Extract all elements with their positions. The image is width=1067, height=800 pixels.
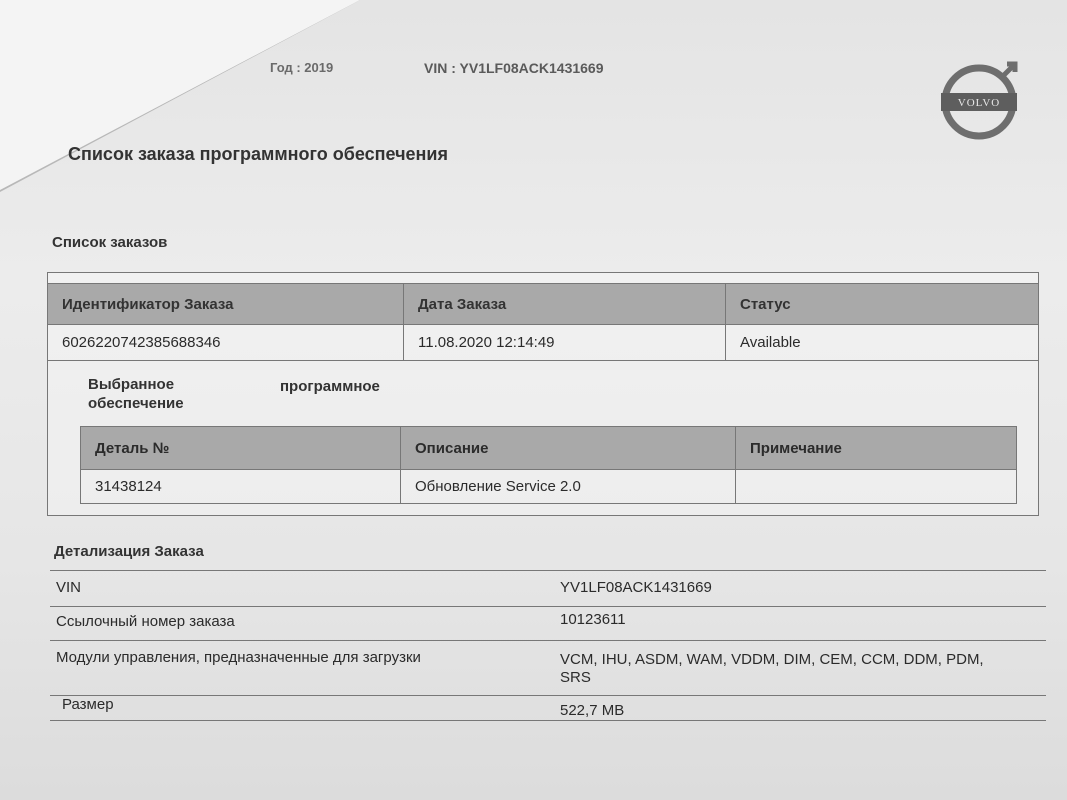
- selected-software-label: Выбранное обеспечение: [88, 376, 184, 412]
- col-description: Описание: [401, 427, 736, 469]
- part-number: 31438124: [81, 469, 401, 503]
- detail-row-reference: [50, 607, 1046, 641]
- model-year: Год : 2019: [270, 60, 334, 75]
- page-title: Список заказа программного обеспечения: [68, 144, 448, 164]
- orders-header-row: [48, 283, 1038, 325]
- detail-label: Размер: [62, 696, 114, 713]
- header-vin: VIN : YV1LF08ACK1431669: [424, 60, 604, 76]
- order-date: 11.08.2020 12:14:49: [404, 324, 726, 360]
- part-note: [736, 469, 1016, 503]
- orders-table: [47, 272, 1039, 516]
- detail-value: 522,7 MB: [560, 702, 625, 719]
- orders-section-title: Список заказов: [52, 234, 168, 251]
- detail-label: Ссылочный номер заказа: [56, 613, 235, 630]
- order-status: Available: [740, 333, 801, 351]
- table-row: [48, 324, 1038, 361]
- detail-row-modules: [50, 641, 1046, 696]
- detail-value-cont: SRS: [560, 669, 591, 686]
- detail-label: Модули управления, предназначенные для загрузки: [56, 649, 421, 666]
- detail-row-vin: [50, 572, 1046, 607]
- col-status: Статус: [740, 295, 791, 313]
- detail-row-size: [50, 696, 1046, 721]
- detail-label: VIN: [56, 579, 82, 596]
- col-part-number: Деталь №: [81, 427, 401, 469]
- logo-text: VOLVO: [957, 97, 1001, 109]
- details-section-title: Детализация Заказа: [54, 543, 204, 560]
- col-order-id: Идентификатор Заказа: [48, 284, 404, 324]
- software-header-row: [80, 426, 1017, 470]
- col-note: Примечание: [750, 439, 842, 457]
- detail-value: 10123611: [560, 611, 626, 628]
- detail-value: YV1LF08ACK1431669: [560, 579, 712, 596]
- part-description: Обновление Service 2.0: [401, 469, 736, 503]
- volvo-logo: [937, 58, 1021, 142]
- detail-value: VCM, IHU, ASDM, WAM, VDDM, DIM, CEM, CCM, DDM, PDM,: [560, 651, 984, 668]
- table-row: [80, 469, 1017, 504]
- order-id: 6026220742385688346: [48, 324, 404, 360]
- details-top-rule: [50, 570, 1046, 571]
- selected-software-label-2: программное: [280, 378, 380, 395]
- col-order-date: Дата Заказа: [404, 284, 726, 324]
